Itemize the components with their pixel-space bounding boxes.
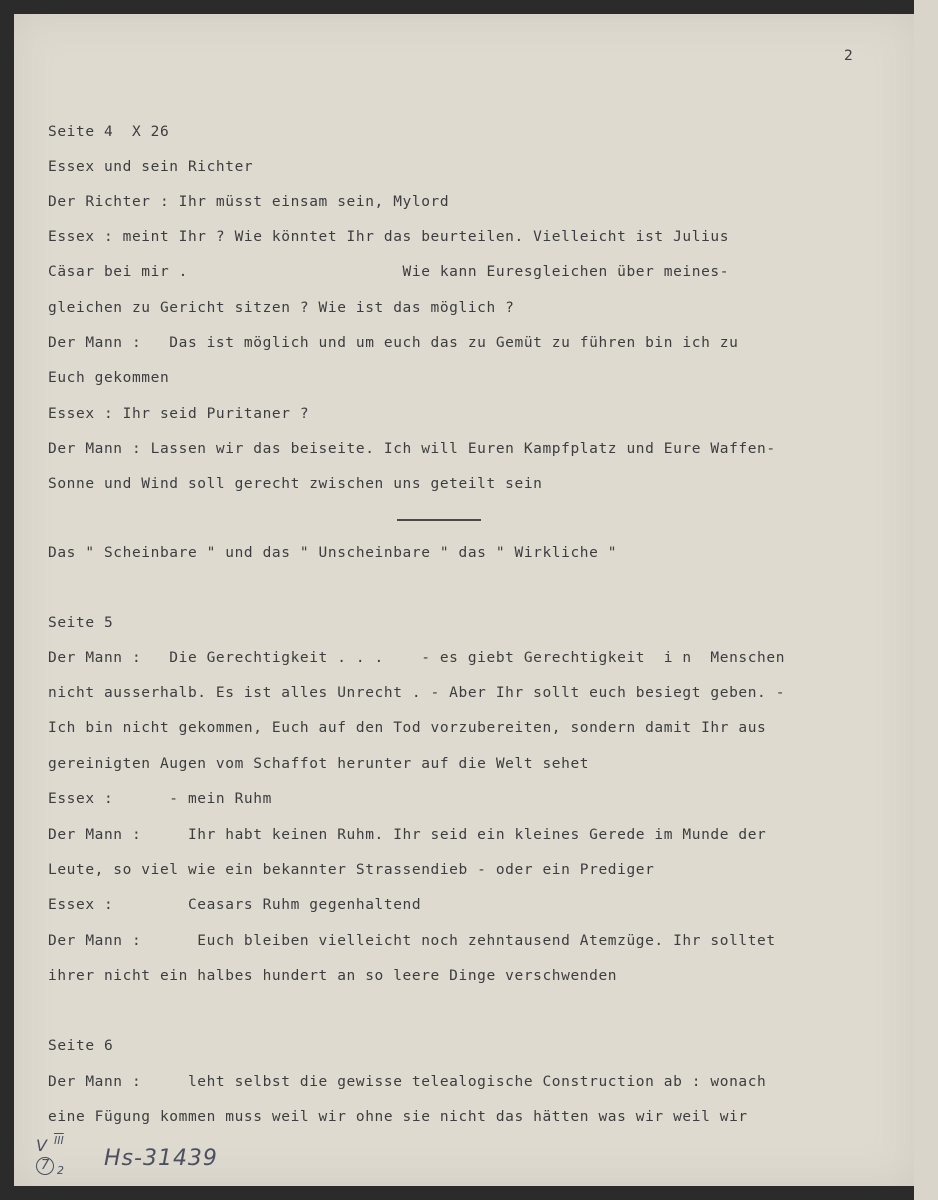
text-line: Seite 5 — [48, 615, 114, 631]
text-line: Das " Scheinbare " und das " Unscheinbare " das " Wirkliche " — [48, 545, 618, 561]
text-line: Seite 4 X 26 — [48, 124, 170, 140]
handwritten-circled-number: 7 — [36, 1157, 54, 1175]
page-number: 2 — [844, 48, 853, 64]
text-line: eine Fügung kommen muss weil wir ohne sie nicht das hätten was wir weil wir — [48, 1109, 748, 1125]
text-line: Der Mann : Lassen wir das beiseite. Ich will Euren Kampfplatz und Eure Waffen- — [48, 441, 776, 457]
text-line: Der Mann : Ihr habt keinen Ruhm. Ihr seid ein kleines Gerede im Munde der — [48, 827, 767, 843]
text-line: Sonne und Wind soll gerecht zwischen uns geteilt sein — [48, 476, 543, 492]
text-line: Der Mann : leht selbst die gewisse telealogische Construction ab : wonach — [48, 1074, 767, 1090]
text-line: Leute, so viel wie ein bekannter Strassendieb - oder ein Prediger — [48, 862, 655, 878]
text-line: nicht ausserhalb. Es ist alles Unrecht . - Aber Ihr sollt euch besiegt geben. - — [48, 685, 786, 701]
text-line: Essex : meint Ihr ? Wie könntet Ihr das beurteilen. Vielleicht ist Julius — [48, 229, 730, 245]
text-line: Euch gekommen — [48, 370, 170, 386]
text-line: gereinigten Augen vom Schaffot herunter auf die Welt sehet — [48, 756, 590, 772]
text-line: ihrer nicht ein halbes hundert an so leere Dinge verschwenden — [48, 968, 618, 984]
page-edge — [914, 0, 938, 1200]
document-page — [14, 14, 914, 1186]
text-line: Seite 6 — [48, 1038, 114, 1054]
section-divider — [397, 519, 481, 521]
text-line: Essex : Ceasars Ruhm gegenhaltend — [48, 897, 422, 913]
text-line: Der Mann : Euch bleiben vielleicht noch zehntausend Atemzüge. Ihr solltet — [48, 933, 776, 949]
text-line: Der Richter : Ihr müsst einsam sein, Mylord — [48, 194, 450, 210]
text-line: Der Mann : Die Gerechtigkeit . . . - es giebt Gerechtigkeit i n Menschen — [48, 650, 786, 666]
text-line: Essex : - mein Ruhm — [48, 791, 272, 807]
text-line: Cäsar bei mir . Wie kann Euresgleichen über meines- — [48, 264, 730, 280]
text-line: Essex : Ihr seid Puritaner ? — [48, 406, 310, 422]
handwritten-mark-v: V — [36, 1136, 47, 1155]
handwritten-subscript: 2 — [57, 1164, 64, 1177]
handwritten-mark-roman: $\overline{III}$ — [54, 1134, 64, 1147]
text-line: Essex und sein Richter — [48, 159, 254, 175]
text-line: Der Mann : Das ist möglich und um euch das zu Gemüt zu führen bin ich zu — [48, 335, 739, 351]
handwritten-signature-code: Hs-31439 — [104, 1146, 218, 1171]
text-line: Ich bin nicht gekommen, Euch auf den Tod vorzubereiten, sondern damit Ihr aus — [48, 720, 767, 736]
text-line: gleichen zu Gericht sitzen ? Wie ist das möglich ? — [48, 300, 515, 316]
